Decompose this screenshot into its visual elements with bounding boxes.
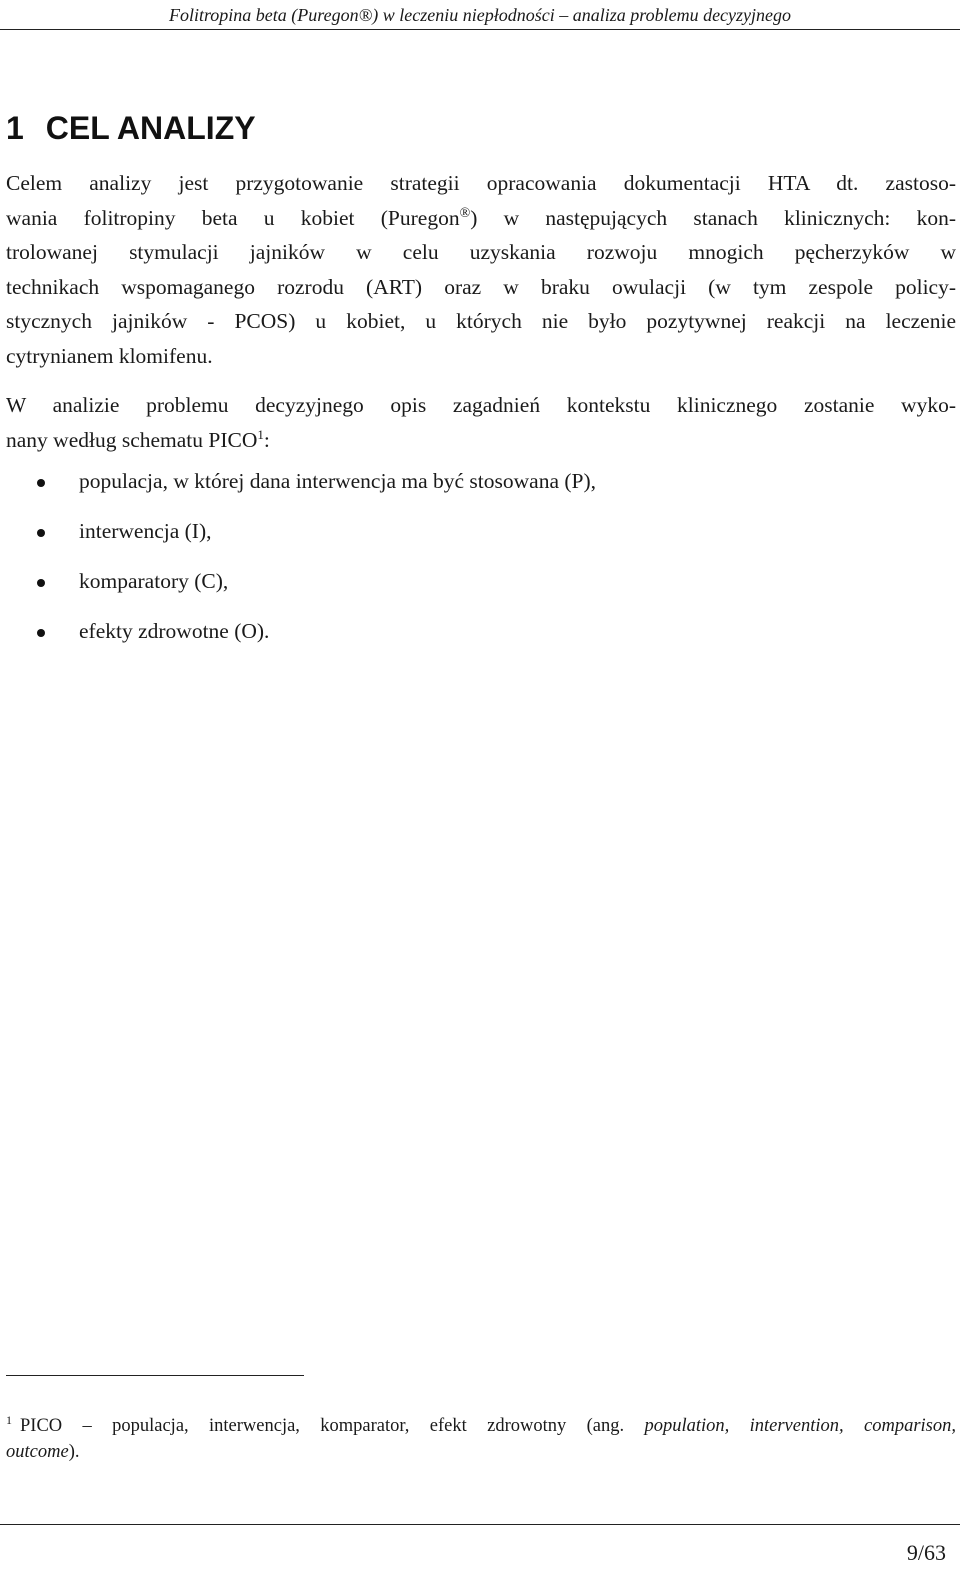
paragraph-line (6, 201, 956, 236)
section-number: 1 (6, 110, 24, 146)
pico-list (0, 466, 960, 666)
list-item (0, 566, 960, 616)
section-heading (6, 110, 256, 147)
footer-divider (0, 1524, 960, 1525)
paragraph-line: Celem analizy jest przygotowanie strategii opracowania dokumentacji HTA dt. zastoso- (6, 171, 956, 195)
text-run: ). (68, 1442, 80, 1462)
paragraph-pico-intro (6, 388, 956, 457)
text-run: : (263, 427, 270, 452)
bullet-icon (37, 479, 45, 487)
list-item (0, 466, 960, 516)
section-title: CEL ANALIZY (45, 110, 256, 146)
list-item-text: interwencja (I), (79, 519, 212, 543)
footnote-reference[interactable]: 1 (257, 426, 264, 442)
footnote-divider (6, 1375, 304, 1376)
paragraph-objective (6, 166, 956, 374)
paragraph-line (6, 423, 956, 458)
list-item (0, 516, 960, 566)
running-header (0, 0, 960, 28)
header-divider (0, 29, 960, 30)
paragraph-line: trolowanej stymulacji jajników w celu uzyskania rozwoju mnogich pęcherzyków w (6, 240, 956, 265)
footnote-number: 1 (6, 1412, 12, 1427)
list-item-text: populacja, w której dana interwencja ma być stosowana (P), (79, 469, 597, 493)
running-title: Folitropina beta (Puregon®) w leczeniu niepłodności – analiza problemu decyzyjnego (168, 5, 792, 25)
text-run-italic: outcome (6, 1442, 69, 1462)
bullet-icon (37, 579, 45, 587)
text-run: nany według schematu PICO (6, 427, 258, 452)
text-run: ) w następujących stanach klinicznych: kon- (470, 205, 956, 230)
page-number: 9/63 (906, 1540, 946, 1565)
paragraph-line: W analizie problemu decyzyjnego opis zagadnień kontekstu klinicznego zostanie wyko- (6, 393, 956, 417)
text-run-italic: population, intervention, comparison, (644, 1416, 956, 1436)
bullet-icon (37, 529, 45, 537)
paragraph-line: cytrynianem klomifenu. (6, 343, 213, 368)
bullet-icon (37, 629, 45, 637)
list-item (0, 616, 960, 666)
registered-mark: ® (459, 205, 471, 221)
list-item-text: efekty zdrowotne (O). (79, 619, 270, 643)
text-run: wania folitropiny beta u kobiet (Puregon (6, 205, 460, 230)
footnote (6, 1413, 956, 1465)
list-item-text: komparatory (C), (79, 569, 229, 593)
text-run: PICO – populacja, interwencja, komparator, efekt zdrowotny (ang. (20, 1416, 645, 1436)
paragraph-line: stycznych jajników - PCOS) u kobiet, u których nie było pozytywnej reakcji na leczenie (6, 309, 956, 334)
footnote-line (6, 1413, 956, 1439)
paragraph-line: technikach wspomaganego rozrodu (ART) oraz w braku owulacji (w tym zespole policy- (6, 274, 956, 299)
footnote-line (6, 1442, 79, 1462)
